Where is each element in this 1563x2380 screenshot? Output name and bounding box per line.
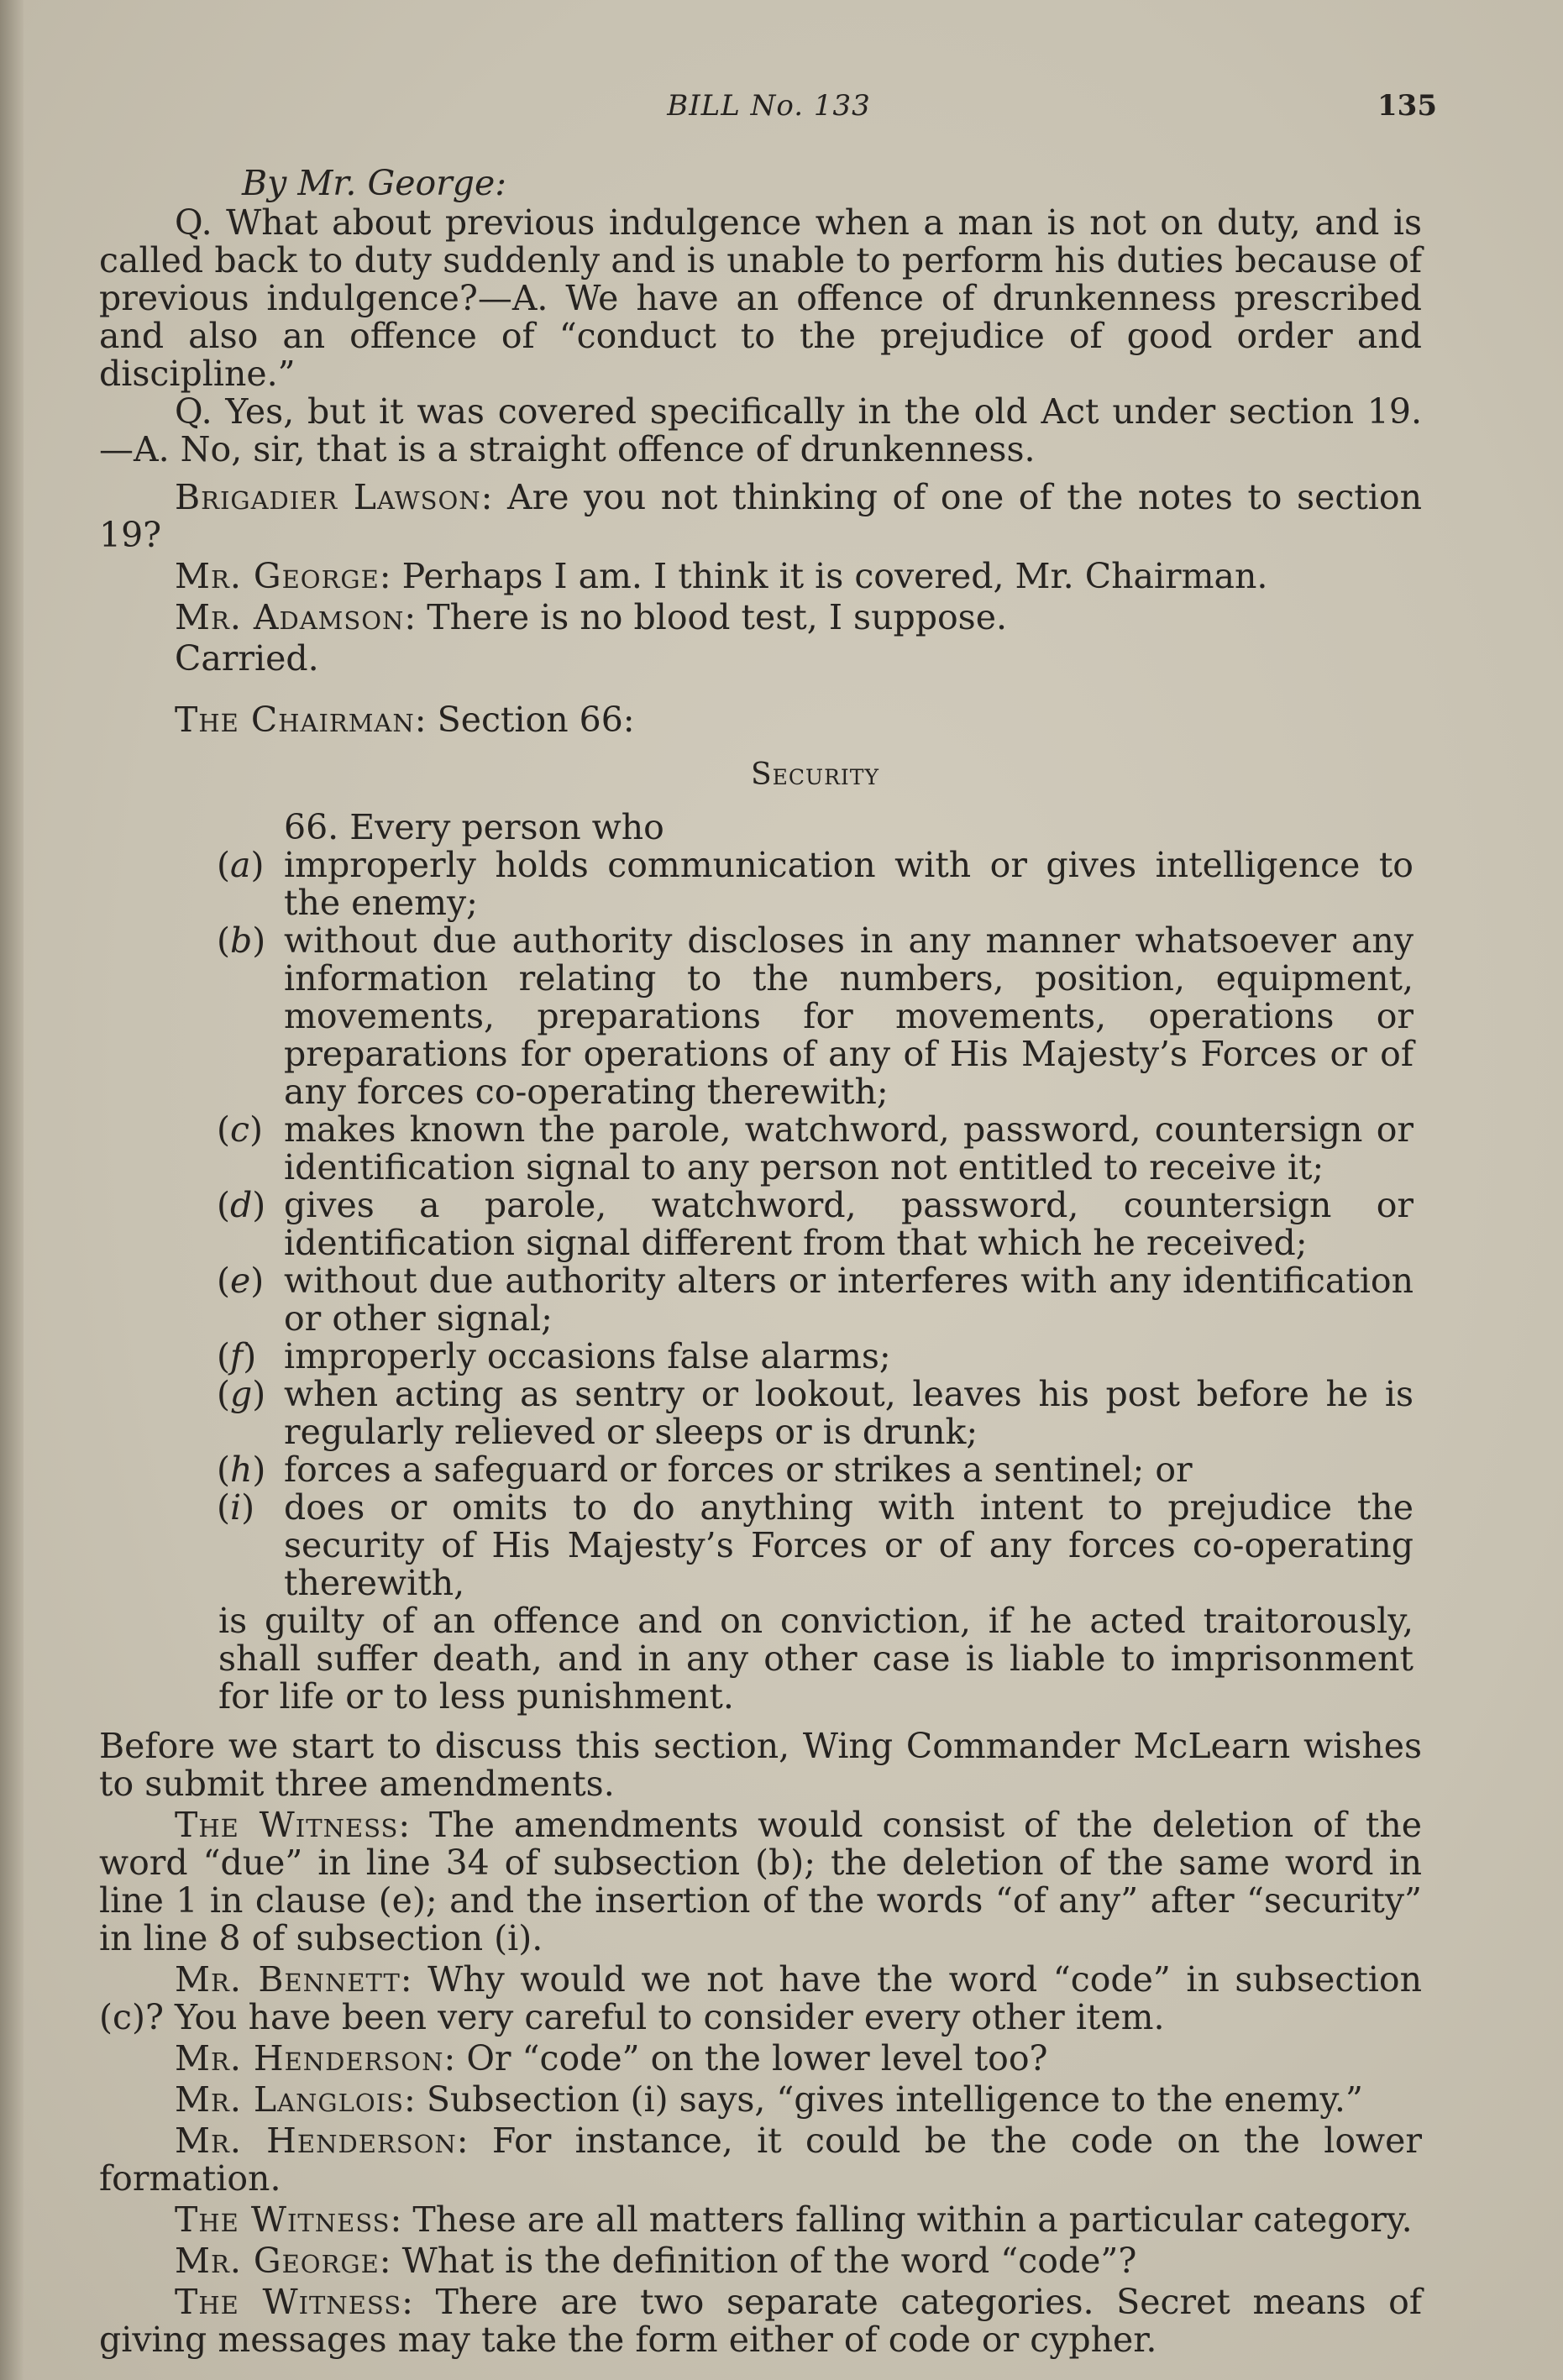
remark-text: Subsection (i) says, “gives intelligence to the enemy.” (426, 2079, 1363, 2120)
clause-text: does or omits to do anything with intent to prejudice the security of His Majesty’s Forces or of any forces co-operating therewith, (284, 1487, 1414, 1603)
clause-text: makes known the parole, watchword, password, countersign or identification signal to any person not entitled to receive it; (284, 1109, 1414, 1187)
remark-text: These are all matters falling within a particular category. (412, 2199, 1413, 2240)
page-header (101, 84, 1437, 134)
remark: Brigadier Lawson: Are you not thinking of one of the notes to section 19? (99, 477, 1422, 555)
clause-i (99, 1489, 1414, 1602)
clause-a (99, 847, 1414, 922)
clause-label: (i) (217, 1487, 255, 1528)
speaker-name: Mr. Bennett (175, 1959, 401, 2000)
speaker-name: Mr. George (175, 556, 380, 596)
clause-f (99, 1338, 1414, 1376)
clause-text: forces a safeguard or forces or strikes a sentinel; or (284, 1449, 1193, 1490)
speaker-name: The Chairman (175, 700, 415, 740)
remark-text: Are you not thinking of one of the notes to section 19? (99, 477, 1422, 555)
remark: Mr. Bennett: Why would we not have the word “code” in subsection (c)? You have been very careful to consider every other item. (99, 1959, 1422, 2037)
remark-text: The amendments would consist of the deletion of the word “due” in line 34 of subsection (b); the deletion of the same word in line 1 in clause (e); and the insertion of the words “of any” after “security” in line 8 of subsection (i). (99, 1805, 1423, 1958)
clause-g (99, 1376, 1414, 1451)
clause-label: (f) (217, 1336, 257, 1376)
clause-b (99, 922, 1414, 1111)
clause-h (99, 1451, 1414, 1489)
chairman-continuation: Before we start to discuss this section, Wing Commander McLearn wishes to submit three amendments. (99, 1726, 1422, 1804)
page-body (99, 165, 1422, 2359)
clause-label: (d) (217, 1185, 266, 1225)
clause-label: (a) (217, 845, 265, 885)
remark: Mr. George: Perhaps I am. I think it is covered, Mr. Chairman. (175, 556, 1268, 596)
remark-text: Or “code” on the lower level too? (466, 2038, 1048, 2079)
speaker-name: The Witness (175, 2199, 391, 2240)
clause-label: (b) (217, 920, 266, 961)
clause-text: improperly holds communication with or gives intelligence to the enemy; (284, 845, 1414, 923)
speaker-name: Mr. Adamson (175, 597, 405, 637)
speaker-name: The Witness (175, 2282, 402, 2322)
remark: Mr. Adamson: There is no blood test, I suppose. (175, 597, 1007, 637)
remark: Mr. Langlois: Subsection (i) says, “gives intelligence to the enemy.” (175, 2079, 1363, 2120)
question-answer-1: Q. What about previous indulgence when a man is not on duty, and is called back to duty suddenly and is unable to perform his duties because of previous indulgence?—A. We have an offence of drunkenness prescribed and also an offence of “conduct to the prejudice of good order and discipline.” (99, 202, 1422, 394)
page-number: 135 (1377, 89, 1437, 123)
remark-text: For instance, it could be the code on the lower formation. (99, 2121, 1423, 2199)
remark: The Witness: The amendments would consist of the deletion of the word “due” in line 34 of subsection (b); the deletion of the same word in line 1 in clause (e); and the insertion of the words “of any” after “security” in line 8 of subsection (i). (99, 1805, 1423, 1958)
carried-note: Carried. (175, 638, 319, 679)
section-lead: 66. Every person who (284, 807, 664, 847)
remark: Mr. George: What is the definition of the word “code”? (175, 2241, 1137, 2281)
chairman-intro-text: Section 66: (437, 700, 635, 740)
clause-text: without due authority discloses in any manner whatsoever any information relating to the numbers, position, equipment, movements, preparations for movements, operations or preparations for operations of any of His Majesty’s Forces or of any forces co-operating therewith; (284, 920, 1414, 1112)
clause-c (99, 1111, 1414, 1187)
clause-text: improperly occasions false alarms; (284, 1336, 891, 1376)
remark: Mr. Henderson: For instance, it could be the code on the lower formation. (99, 2121, 1423, 2199)
section-heading: Security (751, 758, 879, 792)
clause-label: (h) (217, 1449, 266, 1490)
question-answer-2: Q. Yes, but it was covered specifically in the old Act under section 19.—A. No, sir, that is a straight offence of drunkenness. (99, 391, 1422, 469)
speaker-name: Mr. George (175, 2241, 380, 2281)
examiner-line: By Mr. George: (242, 163, 507, 203)
speaker-name: Brigadier Lawson (175, 477, 481, 517)
remark-text: Perhaps I am. I think it is covered, Mr. Chairman. (401, 556, 1268, 596)
clause-label: (c) (217, 1109, 263, 1150)
clause-text: without due authority alters or interferes with any identification or other signal; (284, 1261, 1414, 1339)
remark: The Witness: These are all matters falling within a particular category. (175, 2199, 1413, 2240)
clause-label: (g) (217, 1374, 266, 1414)
running-title: BILL No. 133 (667, 89, 871, 123)
clause-text: when acting as sentry or lookout, leaves his post before he is regularly relieved or sleeps or is drunk; (284, 1374, 1414, 1452)
remark: Mr. Henderson: Or “code” on the lower level too? (175, 2038, 1048, 2079)
clause-d (99, 1187, 1414, 1262)
clause-text: gives a parole, watchword, password, countersign or identification signal different from that which he received; (284, 1185, 1414, 1263)
speaker-name: Mr. Henderson (175, 2038, 444, 2079)
clause-e (99, 1262, 1414, 1338)
section-closing: is guilty of an offence and on conviction, if he acted traitorously, shall suffer death, and in any other case is liable to imprisonment for life or to less punishment. (218, 1601, 1414, 1717)
remark: The Witness: There are two separate categories. Secret means of giving messages may take the form either of code or cypher. (99, 2282, 1422, 2360)
remark-text: There is no blood test, I suppose. (427, 597, 1007, 637)
remark-text: There are two separate categories. Secret means of giving messages may take the form either of code or cypher. (99, 2282, 1422, 2360)
speaker-name: Mr. Langlois (175, 2079, 404, 2120)
remark-text: Why would we not have the word “code” in subsection (c)? You have been very careful to consider every other item. (99, 1959, 1422, 2037)
speaker-name: The Witness (175, 1805, 399, 1845)
chairman-intro: The Chairman: Section 66: (175, 700, 635, 740)
clause-label: (e) (217, 1261, 265, 1301)
remark-text: What is the definition of the word “code”? (401, 2241, 1137, 2281)
speaker-name: Mr. Henderson (175, 2121, 457, 2161)
